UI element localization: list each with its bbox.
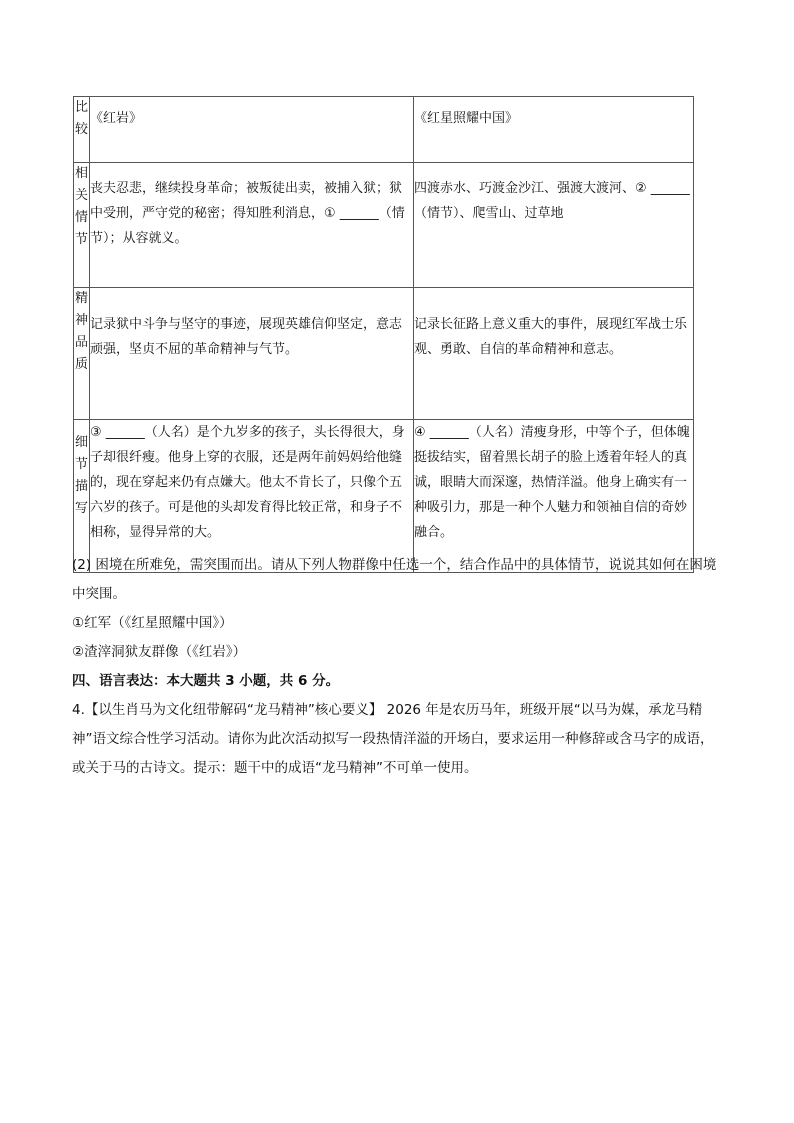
detail-hongyan: ③ ______（人名）是个九岁多的孩子，头长得很大，身子却很纤瘦。他身上穿的衣服，还是两年前妈妈给他缝的，现在穿起来仍有点嫌大。他太不肯长了，只像个五六岁的孩子。可是他的头却发育得比较正常，和身子不相称，显得异常的大。 xyxy=(90,420,414,573)
plot-red-star: 四渡赤水、巧渡金沙江、强渡大渡河、② ______（情节）、爬雪山、过草地 xyxy=(414,163,694,288)
row-label-plot: 相 关 情 节 xyxy=(74,163,90,288)
table-row-quality xyxy=(74,288,694,420)
header-red-star: 《红星照耀中国》 xyxy=(414,97,694,163)
table-row-detail xyxy=(74,420,694,573)
question-2-option-2: ②渣滓洞狱友群像（《红岩》） xyxy=(72,644,247,660)
question-2-block xyxy=(72,551,722,783)
quality-red-star: 记录长征路上意义重大的事件，展现红军战士乐观、勇敢、自信的革命精神和意志。 xyxy=(414,288,694,420)
row-label-quality: 精 神 品 质 xyxy=(74,288,90,420)
table-row-plot xyxy=(74,163,694,288)
question-2-option-1: ①红军（《红星照耀中国》） xyxy=(72,615,233,631)
question-4-text: 4.【以生肖马为文化纽带解码“龙马精神”核心要义】 2026 年是农历马年，班级开展“以马为媒，承龙马精神”语文综合性学习活动。请你为此次活动拟写一段热情洋溢的开场白，要求运用一种修辞或含马字的成语，或关于马的古诗文。提示：题干中的成语“龙马精神”不可单一使用。 xyxy=(72,702,714,776)
section-4-heading: 四、语言表达：本大题共 3 小题，共 6 分。 xyxy=(72,673,340,689)
row-label-compare: 比 较 xyxy=(74,97,90,163)
plot-hongyan: 丧夫忍悲，继续投身革命；被叛徒出卖，被捕入狱；狱中受刑，严守党的秘密；得知胜利消息，① ______（情节）；从容就义。 xyxy=(90,163,414,288)
quality-hongyan: 记录狱中斗争与坚守的事迹，展现英雄信仰坚定，意志顽强，坚贞不屈的革命精神与气节。 xyxy=(90,288,414,420)
comparison-table xyxy=(73,96,694,573)
row-label-detail: 细 节 描 写 xyxy=(74,420,90,573)
detail-red-star: ④ ______（人名）清瘦身形，中等个子，但体魄挺拔结实，留着黑长胡子的脸上透着年轻人的真诚，眼睛大而深邃，热情洋溢。他身上确实有一种吸引力，那是一种个人魅力和领袖自信的奇妙融合。 xyxy=(414,420,694,573)
table-header-row xyxy=(74,97,694,163)
header-hongyan: 《红岩》 xyxy=(90,97,414,163)
question-2-prompt: (2) 困境在所难免，需突围而出。请从下列人物群像中任选一个，结合作品中的具体情节，说说其如何在困境中突围。 xyxy=(72,557,717,602)
